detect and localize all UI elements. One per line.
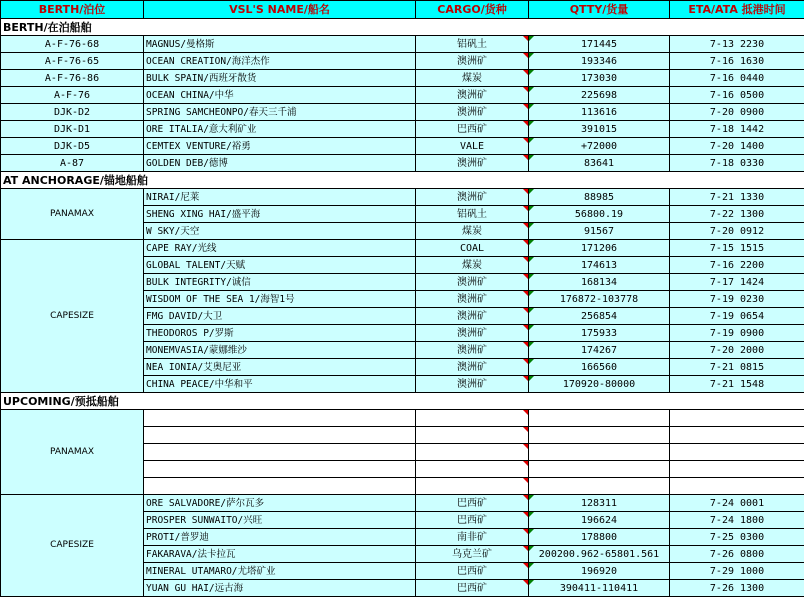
berth-cell: DJK-D2 (1, 104, 144, 121)
eta-cell: 7-20 2000 (670, 342, 804, 359)
cargo-cell: 澳洲矿 (416, 87, 529, 104)
cargo-cell: 澳洲矿 (416, 308, 529, 325)
cargo-cell: 澳洲矿 (416, 325, 529, 342)
qtty-cell: 113616 (529, 104, 670, 121)
eta-cell: 7-16 0440 (670, 70, 804, 87)
eta-cell: 7-17 1424 (670, 274, 804, 291)
eta-cell: 7-19 0230 (670, 291, 804, 308)
eta-cell: 7-16 2200 (670, 257, 804, 274)
table-row (1, 189, 804, 206)
cargo-cell: VALE (416, 138, 529, 155)
vessel-name-cell: YUAN GU HAI/远古海 (144, 580, 416, 597)
qtty-cell: 166560 (529, 359, 670, 376)
vessel-name-cell: OCEAN CREATION/海洋杰作 (144, 53, 416, 70)
vessel-name-cell: THEODOROS P/罗斯 (144, 325, 416, 342)
berth-cell: A-F-76-68 (1, 36, 144, 53)
qtty-cell: 83641 (529, 155, 670, 172)
vessel-name-cell: WISDOM OF THE SEA 1/海智1号 (144, 291, 416, 308)
vessel-name-cell: PROTI/普罗迪 (144, 529, 416, 546)
vessel-name-cell (144, 410, 416, 427)
qtty-cell: 196920 (529, 563, 670, 580)
qtty-cell: 176872-103778 (529, 291, 670, 308)
table-row (1, 495, 804, 512)
qtty-cell: 390411-110411 (529, 580, 670, 597)
section-anchorage-title: AT ANCHORAGE/锚地船舶 (1, 172, 804, 189)
qtty-cell: 225698 (529, 87, 670, 104)
table-row (1, 36, 804, 53)
qtty-cell: 56800.19 (529, 206, 670, 223)
eta-cell (670, 427, 804, 444)
qtty-cell: 171206 (529, 240, 670, 257)
eta-cell: 7-21 1548 (670, 376, 804, 393)
table-row (1, 121, 804, 138)
header-eta: ETA/ATA 抵港时间 (670, 1, 804, 19)
vessel-name-cell: SPRING SAMCHEONPO/春天三千浦 (144, 104, 416, 121)
qtty-cell: 170920-80000 (529, 376, 670, 393)
cargo-cell: 澳洲矿 (416, 189, 529, 206)
cargo-cell: 澳洲矿 (416, 291, 529, 308)
vessel-name-cell: MAGNUS/曼格斯 (144, 36, 416, 53)
eta-cell: 7-19 0900 (670, 325, 804, 342)
section-upcoming-title: UPCOMING/预抵船舶 (1, 393, 804, 410)
vessel-name-cell: FAKARAVA/法卡拉瓦 (144, 546, 416, 563)
berth-cell: A-F-76 (1, 87, 144, 104)
qtty-cell: 391015 (529, 121, 670, 138)
eta-cell: 7-20 0912 (670, 223, 804, 240)
cargo-cell: 巴西矿 (416, 512, 529, 529)
eta-cell: 7-20 0900 (670, 104, 804, 121)
eta-cell: 7-13 2230 (670, 36, 804, 53)
qtty-cell (529, 461, 670, 478)
vessel-name-cell: ORE ITALIA/意大利矿业 (144, 121, 416, 138)
eta-cell: 7-18 0330 (670, 155, 804, 172)
vessel-name-cell (144, 444, 416, 461)
qtty-cell: 168134 (529, 274, 670, 291)
eta-cell: 7-29 1000 (670, 563, 804, 580)
cargo-cell (416, 444, 529, 461)
vessel-name-cell: GOLDEN DEB/德博 (144, 155, 416, 172)
cargo-cell: 澳洲矿 (416, 274, 529, 291)
vessel-name-cell: CEMTEX VENTURE/裕勇 (144, 138, 416, 155)
qtty-cell: 193346 (529, 53, 670, 70)
eta-cell: 7-15 1515 (670, 240, 804, 257)
table-row (1, 240, 804, 257)
cargo-cell: 南非矿 (416, 529, 529, 546)
table-row (1, 155, 804, 172)
eta-cell: 7-21 1330 (670, 189, 804, 206)
qtty-cell (529, 427, 670, 444)
cargo-cell: 巴西矿 (416, 580, 529, 597)
table-row (1, 138, 804, 155)
section-berth-row (1, 19, 804, 36)
eta-cell: 7-20 1400 (670, 138, 804, 155)
vessel-name-cell: NEA IONIA/艾奥尼亚 (144, 359, 416, 376)
qtty-cell: 128311 (529, 495, 670, 512)
berth-cell: A-F-76-65 (1, 53, 144, 70)
vessel-name-cell (144, 478, 416, 495)
cargo-cell: 乌克兰矿 (416, 546, 529, 563)
cargo-cell (416, 410, 529, 427)
qtty-cell: 174613 (529, 257, 670, 274)
berth-cell: DJK-D1 (1, 121, 144, 138)
berth-cell: DJK-D5 (1, 138, 144, 155)
vessel-name-cell: FMG DAVID/大卫 (144, 308, 416, 325)
qtty-cell: 174267 (529, 342, 670, 359)
eta-cell: 7-25 0300 (670, 529, 804, 546)
qtty-cell: 171445 (529, 36, 670, 53)
table-row (1, 70, 804, 87)
vessel-name-cell: BULK SPAIN/西班牙散货 (144, 70, 416, 87)
eta-cell: 7-16 0500 (670, 87, 804, 104)
table-row (1, 104, 804, 121)
vessel-name-cell: MONEMVASIA/蒙娜维沙 (144, 342, 416, 359)
cargo-cell: 澳洲矿 (416, 359, 529, 376)
eta-cell: 7-16 1630 (670, 53, 804, 70)
table-row (1, 87, 804, 104)
vessel-name-cell: CAPE RAY/光线 (144, 240, 416, 257)
cargo-cell: 巴西矿 (416, 495, 529, 512)
vessel-name-cell (144, 427, 416, 444)
cargo-cell: 铝矾土 (416, 36, 529, 53)
cargo-cell: 煤炭 (416, 223, 529, 240)
section-berth-title: BERTH/在泊船舶 (1, 19, 804, 36)
vessel-name-cell: SHENG XING HAI/盛平海 (144, 206, 416, 223)
eta-cell: 7-24 0001 (670, 495, 804, 512)
cargo-cell: 铝矾土 (416, 206, 529, 223)
cargo-cell: 煤炭 (416, 70, 529, 87)
cargo-cell: 澳洲矿 (416, 155, 529, 172)
vessel-name-cell: BULK INTEGRITY/诚信 (144, 274, 416, 291)
vessel-name-cell: GLOBAL TALENT/天赋 (144, 257, 416, 274)
qtty-cell (529, 410, 670, 427)
qtty-cell: +72000 (529, 138, 670, 155)
eta-cell: 7-18 1442 (670, 121, 804, 138)
group-label-capesize: CAPESIZE (1, 240, 144, 393)
vessel-name-cell: W SKY/天空 (144, 223, 416, 240)
eta-cell: 7-21 0815 (670, 359, 804, 376)
header-row (1, 1, 804, 19)
eta-cell: 7-26 0800 (670, 546, 804, 563)
qtty-cell: 91567 (529, 223, 670, 240)
header-berth: BERTH/泊位 (1, 1, 144, 19)
qtty-cell (529, 478, 670, 495)
eta-cell: 7-19 0654 (670, 308, 804, 325)
vessel-name-cell (144, 461, 416, 478)
eta-cell (670, 461, 804, 478)
qtty-cell: 200200.962-65801.561 (529, 546, 670, 563)
berth-cell: A-87 (1, 155, 144, 172)
vessel-name-cell: ORE SALVADORE/萨尔瓦多 (144, 495, 416, 512)
eta-cell (670, 410, 804, 427)
table-row (1, 53, 804, 70)
group-label-capesize: CAPESIZE (1, 495, 144, 597)
eta-cell: 7-26 1300 (670, 580, 804, 597)
eta-cell (670, 444, 804, 461)
qtty-cell: 256854 (529, 308, 670, 325)
qtty-cell (529, 444, 670, 461)
header-cargo: CARGO/货种 (416, 1, 529, 19)
header-qtty: QTTY/货量 (529, 1, 670, 19)
qtty-cell: 173030 (529, 70, 670, 87)
group-label-panamax: PANAMAX (1, 189, 144, 240)
cargo-cell: 澳洲矿 (416, 376, 529, 393)
cargo-cell (416, 478, 529, 495)
section-upcoming-row (1, 393, 804, 410)
eta-cell: 7-22 1300 (670, 206, 804, 223)
table-row-empty (1, 410, 804, 427)
vessel-name-cell: NIRAI/尼莱 (144, 189, 416, 206)
vessel-name-cell: PROSPER SUNWAITO/兴旺 (144, 512, 416, 529)
cargo-cell: 煤炭 (416, 257, 529, 274)
cargo-cell: 巴西矿 (416, 563, 529, 580)
qtty-cell: 178800 (529, 529, 670, 546)
eta-cell: 7-24 1800 (670, 512, 804, 529)
cargo-cell: 巴西矿 (416, 121, 529, 138)
qtty-cell: 196624 (529, 512, 670, 529)
header-vessel-name: VSL'S NAME/船名 (144, 1, 416, 19)
cargo-cell: 澳洲矿 (416, 104, 529, 121)
cargo-cell (416, 427, 529, 444)
qtty-cell: 175933 (529, 325, 670, 342)
berth-cell: A-F-76-86 (1, 70, 144, 87)
cargo-cell: COAL (416, 240, 529, 257)
group-label-panamax: PANAMAX (1, 410, 144, 495)
qtty-cell: 88985 (529, 189, 670, 206)
section-anchorage-row (1, 172, 804, 189)
cargo-cell: 澳洲矿 (416, 53, 529, 70)
cargo-cell: 澳洲矿 (416, 342, 529, 359)
cargo-cell (416, 461, 529, 478)
vessel-name-cell: OCEAN CHINA/中华 (144, 87, 416, 104)
eta-cell (670, 478, 804, 495)
vessel-name-cell: CHINA PEACE/中华和平 (144, 376, 416, 393)
vessel-name-cell: MINERAL UTAMARO/尤塔矿业 (144, 563, 416, 580)
